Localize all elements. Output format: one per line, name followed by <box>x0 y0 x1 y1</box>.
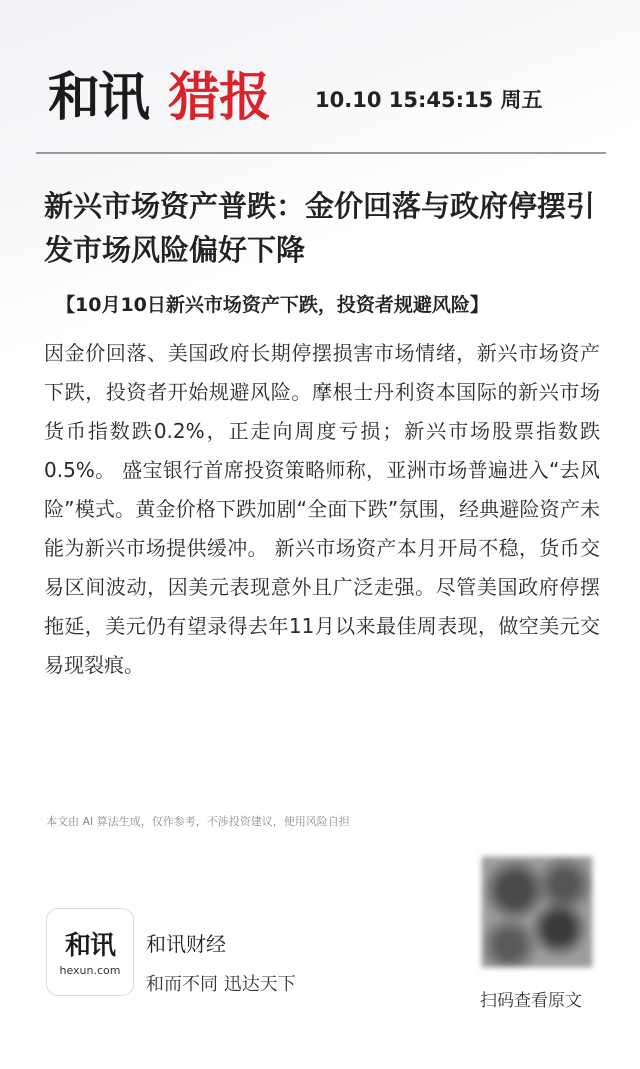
header-divider <box>36 152 606 154</box>
ai-disclaimer: 本文由 AI 算法生成，仅作参考，不涉投资建议，使用风险自担 <box>46 815 350 828</box>
logo-wordmark-hexun: 和讯 <box>48 68 149 128</box>
article-summary: 【10月10日新兴市场资产下跌，投资者规避风险】 <box>56 294 489 316</box>
hexun-logo-url: hexun.com <box>59 964 121 977</box>
logo-wordmark-liebao: 猎报 <box>168 68 271 128</box>
brand-name: 和讯财经 <box>146 932 226 956</box>
brand-slogan: 和而不同 迅达天下 <box>146 974 296 995</box>
header <box>48 62 608 134</box>
publish-datetime: 10.10 15:45:15 周五 <box>315 88 543 112</box>
qr-caption: 扫码查看原文 <box>480 991 582 1011</box>
hexun-app-logo <box>46 908 134 996</box>
article-title: 新兴市场资产普跌：金价回落与政府停摆引发市场风险偏好下降 <box>44 189 596 267</box>
article-body: 因金价回落、美国政府长期停摆损害市场情绪，新兴市场资产下跌，投资者开始规避风险。摩根士丹利资本国际的新兴市场货币指数跌0.2%，正走向周度亏损；新兴市场股票指数跌0.5%。 盛宝银行首席投资策略师称，亚洲市场普遍进入“去风险”模式。黄金价格下跌加剧“全面下跌”氛围，经典避险资产未能为新兴市场提供缓冲。 新兴市场资产本月开局不稳，货币交易区间波动，因美元表现意外且广泛走强。尽管美国政府停摆拖延，美元仍有望录得去年11月以来最佳周表现，做空美元交易现裂痕。 <box>44 341 600 677</box>
qr-code-image[interactable] <box>481 856 593 968</box>
hexun-logo-text: 和讯 <box>64 931 115 961</box>
